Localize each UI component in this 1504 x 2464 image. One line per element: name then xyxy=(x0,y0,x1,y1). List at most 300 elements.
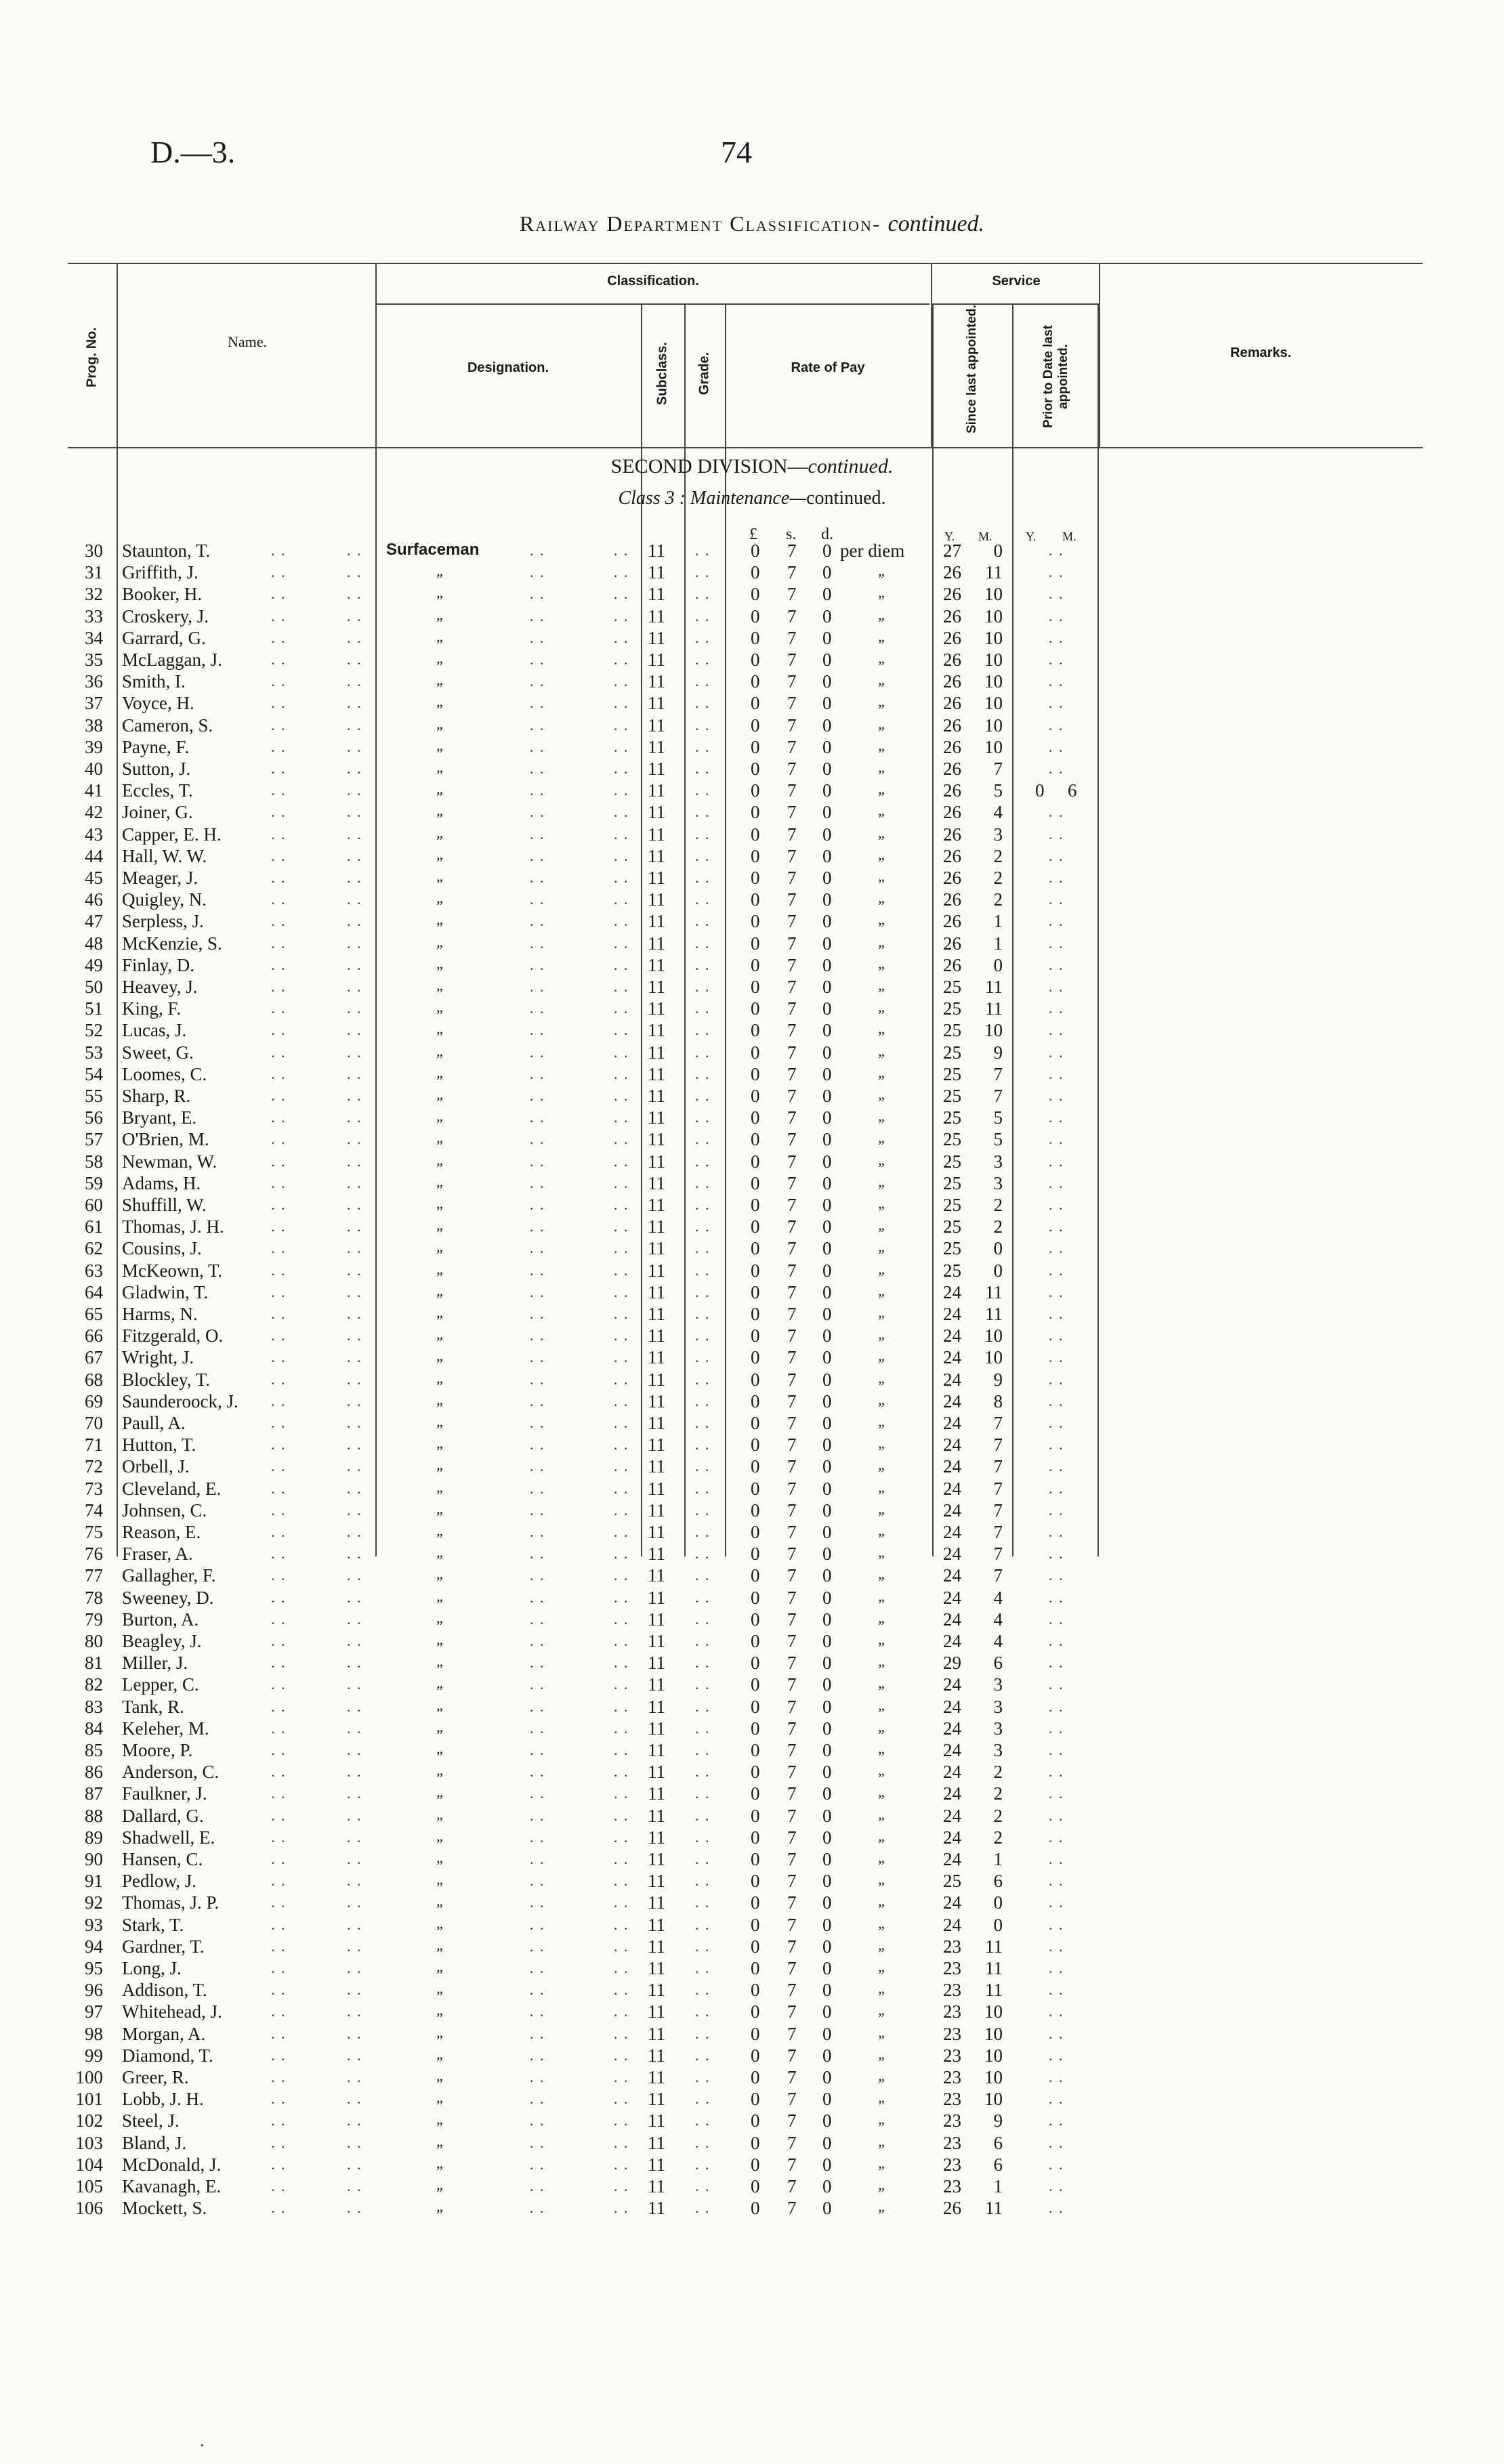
row-number: 69 xyxy=(85,1391,103,1411)
row-designation-ditto: „ xyxy=(436,824,445,841)
row-number: 81 xyxy=(85,1653,103,1673)
row-service-months: 9 xyxy=(993,2110,1003,2131)
row-designation-ditto: „ xyxy=(436,1129,445,1146)
row-service-months: 7 xyxy=(993,1500,1003,1521)
row-dots: . . xyxy=(695,629,711,646)
row-dots: . . xyxy=(347,1894,362,1911)
row-designation-ditto: „ xyxy=(436,1522,445,1539)
row-dots: . . xyxy=(614,1153,629,1170)
row-pay-pounds: 0 xyxy=(751,1565,760,1586)
row-service-years: 26 xyxy=(943,759,961,779)
row-service-months: 10 xyxy=(984,671,1003,692)
row-pay-pounds: 0 xyxy=(751,1827,760,1848)
class-label: Class 3 : xyxy=(618,488,686,509)
row-pay-shillings: 7 xyxy=(787,1042,797,1063)
row-service-months: 11 xyxy=(985,977,1003,997)
row-service-months: 11 xyxy=(985,1980,1003,2000)
row-dots: . . xyxy=(695,738,711,755)
row-designation-ditto: „ xyxy=(436,1783,445,1800)
row-dots: . . xyxy=(530,1218,545,1235)
row-dots: . . xyxy=(695,1829,711,1846)
row-dots: . . xyxy=(1049,2025,1064,2042)
row-pay-pounds: 0 xyxy=(751,1718,760,1739)
row-dots: . . xyxy=(695,1065,711,1082)
row-number: 93 xyxy=(85,1915,103,1935)
row-dots: . . xyxy=(530,1021,545,1038)
row-number: 34 xyxy=(85,628,103,648)
row-number: 61 xyxy=(85,1216,103,1237)
row-subclass: 11 xyxy=(648,1195,665,1215)
row-service-years: 26 xyxy=(943,2198,961,2218)
row-dots: . . xyxy=(530,1938,545,1955)
row-service-months: 6 xyxy=(993,1653,1003,1673)
row-name: Finlay, D. xyxy=(122,955,194,975)
row-dots: . . xyxy=(1049,1371,1064,1388)
row-rate-ditto: „ xyxy=(878,1435,887,1451)
row-rate-ditto: „ xyxy=(878,933,887,950)
row-dots: . . xyxy=(695,1436,711,1453)
row-service-years: 24 xyxy=(943,1915,961,1935)
row-dots: . . xyxy=(271,1130,287,1147)
row-dots: . . xyxy=(1049,629,1064,646)
row-number: 106 xyxy=(75,2198,103,2218)
row-pay-pounds: 0 xyxy=(751,1435,760,1455)
row-pay-shillings: 7 xyxy=(787,1435,797,1455)
unit-prior-months: M. xyxy=(1062,530,1077,543)
row-name: Wright, J. xyxy=(122,1347,194,1367)
row-dots: . . xyxy=(271,1676,287,1693)
row-pay-pence: 0 xyxy=(822,1042,832,1063)
row-dots: . . xyxy=(347,1611,362,1628)
division-name: SECOND DIVISION— xyxy=(610,455,808,477)
row-number: 46 xyxy=(85,889,103,910)
row-designation-ditto: „ xyxy=(436,1740,445,1757)
row-service-years: 26 xyxy=(943,715,961,736)
row-service-months: 10 xyxy=(984,2001,1003,2022)
row-number: 101 xyxy=(75,2089,103,2109)
row-number: 53 xyxy=(85,1042,103,1063)
row-pay-pounds: 0 xyxy=(751,1369,760,1390)
row-dots: . . xyxy=(347,1348,362,1365)
row-pay-shillings: 7 xyxy=(787,1718,797,1739)
row-dots: . . xyxy=(1049,2047,1064,2064)
row-subclass: 11 xyxy=(648,2110,665,2131)
row-pay-shillings: 7 xyxy=(787,1849,797,1869)
row-service-months: 11 xyxy=(985,2198,1003,2218)
row-pay-pounds: 0 xyxy=(751,1544,760,1564)
row-dots: . . xyxy=(347,2025,362,2042)
row-dots: . . xyxy=(530,935,545,952)
row-pay-pounds: 0 xyxy=(751,2176,760,2196)
row-dots: . . xyxy=(695,1785,711,1802)
row-dots: . . xyxy=(530,1239,545,1256)
row-dots: . . xyxy=(271,1458,287,1474)
row-dots: . . xyxy=(271,1371,287,1388)
row-subclass: 11 xyxy=(648,562,665,582)
row-dots: . . xyxy=(347,1109,362,1126)
row-pay-pounds: 0 xyxy=(751,998,760,1019)
row-name: Dallard, G. xyxy=(122,1806,204,1826)
row-dots: . . xyxy=(530,651,545,668)
title-main: Railway Department Classification xyxy=(519,211,873,236)
row-pay-pence: 0 xyxy=(822,1435,832,1455)
row-subclass: 11 xyxy=(648,584,665,604)
row-service-months: 10 xyxy=(984,2045,1003,2066)
row-service-months: 10 xyxy=(984,606,1003,626)
row-rate-ditto: „ xyxy=(878,1238,887,1255)
row-dots: . . xyxy=(271,2068,287,2085)
row-designation-ditto: „ xyxy=(436,1915,445,1932)
row-dots: . . xyxy=(614,1196,629,1213)
row-pay-pounds: 0 xyxy=(751,1522,760,1542)
row-pay-shillings: 7 xyxy=(787,1783,797,1804)
row-service-months: 1 xyxy=(993,1849,1003,1869)
row-dots: . . xyxy=(347,1196,362,1213)
row-subclass: 11 xyxy=(648,955,665,975)
row-service-months: 7 xyxy=(993,1086,1003,1106)
row-service-years: 26 xyxy=(943,846,961,866)
row-dots: . . xyxy=(530,1065,545,1082)
row-dots: . . xyxy=(614,1000,629,1017)
row-number: 62 xyxy=(85,1238,103,1258)
row-dots: . . xyxy=(614,2112,629,2129)
row-designation-ditto: „ xyxy=(436,977,445,994)
row-rate-ditto: „ xyxy=(878,955,887,972)
row-subclass: 11 xyxy=(648,1479,665,1499)
row-designation-ditto: „ xyxy=(436,1391,445,1408)
row-pay-shillings: 7 xyxy=(787,1565,797,1586)
row-rate-ditto: „ xyxy=(878,2133,887,2150)
row-service-months: 3 xyxy=(993,1697,1003,1717)
row-dots: . . xyxy=(1049,1763,1064,1780)
row-dots: . . xyxy=(530,1981,545,1998)
row-rate-ditto: „ xyxy=(878,1304,887,1321)
row-rate-ditto: „ xyxy=(878,1391,887,1408)
row-designation-ditto: „ xyxy=(436,1238,445,1255)
row-dots: . . xyxy=(614,1044,629,1061)
row-number: 89 xyxy=(85,1827,103,1848)
row-dots: . . xyxy=(614,2178,629,2194)
row-service-months: 7 xyxy=(993,1479,1003,1499)
row-dots: . . xyxy=(614,803,629,820)
row-dots: . . xyxy=(1049,826,1064,843)
row-dots: . . xyxy=(271,717,287,734)
row-pay-pounds: 0 xyxy=(751,584,760,604)
row-name: Saunderoock, J. xyxy=(122,1391,238,1411)
row-name: Cousins, J. xyxy=(122,1238,202,1258)
row-dots: . . xyxy=(271,585,287,602)
row-subclass: 11 xyxy=(648,1958,665,1978)
row-service-years: 24 xyxy=(943,1479,961,1499)
row-pay-shillings: 7 xyxy=(787,1631,797,1651)
row-name: Burton, A. xyxy=(122,1609,199,1630)
row-subclass: 11 xyxy=(648,1304,665,1324)
row-pay-pounds: 0 xyxy=(751,1697,760,1717)
row-pay-pence: 0 xyxy=(822,1740,832,1760)
row-name: Greer, R. xyxy=(122,2067,189,2087)
row-dots: . . xyxy=(1049,1720,1064,1737)
row-subclass: 11 xyxy=(648,1915,665,1935)
row-subclass: 11 xyxy=(648,780,665,801)
row-rate-ditto: „ xyxy=(878,650,887,666)
row-service-years: 24 xyxy=(943,1697,961,1717)
row-name: Heavey, J. xyxy=(122,977,198,997)
row-dots: . . xyxy=(695,869,711,886)
row-pay-shillings: 7 xyxy=(787,1892,797,1913)
row-pay-shillings: 7 xyxy=(787,2110,797,2131)
row-designation-ditto: „ xyxy=(436,584,445,601)
row-service-years: 26 xyxy=(943,868,961,888)
row-service-months: 11 xyxy=(985,1282,1003,1302)
row-service-years: 25 xyxy=(943,1195,961,1215)
row-dots: . . xyxy=(347,2178,362,2194)
row-dots: . . xyxy=(271,1087,287,1104)
row-dots: . . xyxy=(614,1632,629,1649)
row-name: Sweet, G. xyxy=(122,1042,194,1063)
row-designation-ditto: „ xyxy=(436,1544,445,1560)
row-subclass: 11 xyxy=(648,1522,665,1542)
row-dots: . . xyxy=(347,1458,362,1474)
row-dots: . . xyxy=(271,1785,287,1802)
row-dots: . . xyxy=(614,2003,629,2020)
row-dots: . . xyxy=(271,1218,287,1235)
row-dots: . . xyxy=(695,1938,711,1955)
row-dots: . . xyxy=(347,1632,362,1649)
row-pay-pounds: 0 xyxy=(751,1391,760,1411)
row-service-years: 25 xyxy=(943,1042,961,1063)
row-rate-ditto: „ xyxy=(878,2067,887,2084)
row-designation-ditto: „ xyxy=(436,1609,445,1626)
row-name: Sutton, J. xyxy=(122,759,191,779)
col-prog-no: Prog. No. xyxy=(84,327,100,387)
row-dots: . . xyxy=(530,1196,545,1213)
row-dots: . . xyxy=(695,2090,711,2107)
row-subclass: 11 xyxy=(648,1936,665,1957)
row-dots: . . xyxy=(530,1654,545,1671)
row-name: Bland, J. xyxy=(122,2133,187,2153)
row-dots: . . xyxy=(1049,1239,1064,1256)
row-service-months: 2 xyxy=(993,1827,1003,1848)
row-rate-ditto: „ xyxy=(878,977,887,994)
row-pay-pence: 0 xyxy=(822,1565,832,1586)
row-pay-pence: 0 xyxy=(822,1282,832,1302)
row-dots: . . xyxy=(347,782,362,799)
row-dots: . . xyxy=(530,1567,545,1584)
row-rate-ditto: „ xyxy=(878,2110,887,2127)
row-pay-shillings: 7 xyxy=(787,1915,797,1935)
row-dots: . . xyxy=(347,2199,362,2216)
row-service-years: 24 xyxy=(943,1456,961,1477)
row-dots: . . xyxy=(1049,1174,1064,1191)
row-dots: . . xyxy=(1049,891,1064,908)
row-pay-pence: 0 xyxy=(822,1020,832,1040)
row-dots: . . xyxy=(695,608,711,624)
row-dots: . . xyxy=(614,2068,629,2085)
row-number: 51 xyxy=(85,998,103,1019)
row-pay-shillings: 7 xyxy=(787,1544,797,1564)
row-service-months: 7 xyxy=(993,1435,1003,1455)
row-dots: . . xyxy=(347,694,362,711)
row-pay-shillings: 7 xyxy=(787,780,797,801)
row-rate-ditto: „ xyxy=(878,1369,887,1386)
row-service-months: 5 xyxy=(993,1107,1003,1128)
row-service-years: 24 xyxy=(943,1413,961,1433)
row-dots: . . xyxy=(695,694,711,711)
row-service-months: 7 xyxy=(993,759,1003,779)
row-dots: . . xyxy=(614,564,629,580)
row-rate-ditto: „ xyxy=(878,1347,887,1364)
row-dots: . . xyxy=(347,1153,362,1170)
row-designation-ditto: „ xyxy=(436,846,445,863)
row-pay-pounds: 0 xyxy=(751,737,760,757)
row-subclass: 11 xyxy=(648,1827,665,1848)
row-service-months: 11 xyxy=(985,1936,1003,1957)
row-pay-pence: 0 xyxy=(822,1783,832,1804)
row-dots: . . xyxy=(347,2003,362,2020)
row-dots: . . xyxy=(530,1458,545,1474)
row-dots: . . xyxy=(271,1065,287,1082)
row-pay-pence: 0 xyxy=(822,759,832,779)
row-dots: . . xyxy=(695,1130,711,1147)
row-subclass: 11 xyxy=(648,1653,665,1673)
row-name: Faulkner, J. xyxy=(122,1783,207,1804)
row-dots: . . xyxy=(1049,717,1064,734)
row-designation-ditto: „ xyxy=(436,2110,445,2127)
row-name: Tank, R. xyxy=(122,1697,184,1717)
row-name: Garrard, G. xyxy=(122,628,206,648)
row-subclass: 11 xyxy=(648,1042,665,1063)
row-dots: . . xyxy=(614,1611,629,1628)
row-name: Stark, T. xyxy=(122,1915,184,1935)
row-dots: . . xyxy=(614,1981,629,1998)
row-dots: . . xyxy=(695,1174,711,1191)
row-dots: . . xyxy=(695,1523,711,1540)
row-pay-shillings: 7 xyxy=(787,1936,797,1957)
row-subclass: 11 xyxy=(648,933,665,954)
row-dots: . . xyxy=(271,2112,287,2129)
row-rate-ditto: „ xyxy=(878,1042,887,1059)
row-pay-pence: 0 xyxy=(822,1086,832,1106)
row-dots: . . xyxy=(1049,2134,1064,2151)
row-designation-ditto: „ xyxy=(436,715,445,732)
row-pay-pounds: 0 xyxy=(751,1325,760,1346)
row-rate-ditto: „ xyxy=(878,824,887,841)
row-designation-ditto: „ xyxy=(436,1195,445,1212)
row-number: 87 xyxy=(85,1783,103,1804)
row-service-years: 26 xyxy=(943,584,961,604)
row-subclass: 11 xyxy=(648,1806,665,1826)
row-dots: . . xyxy=(271,1698,287,1715)
row-pay-pounds: 0 xyxy=(751,1892,760,1913)
row-service-years: 26 xyxy=(943,737,961,757)
row-pay-shillings: 7 xyxy=(787,1216,797,1237)
row-pay-pence: 0 xyxy=(822,955,832,975)
row-rate-ditto: „ xyxy=(878,1413,887,1430)
row-designation-ditto: „ xyxy=(436,671,445,688)
row-subclass: 11 xyxy=(648,889,665,910)
row-pay-shillings: 7 xyxy=(787,540,797,561)
row-service-years: 26 xyxy=(943,802,961,822)
row-number: 73 xyxy=(85,1479,103,1499)
row-subclass: 11 xyxy=(648,2024,665,2044)
row-subclass: 11 xyxy=(648,1456,665,1477)
row-dots: . . xyxy=(1049,1480,1064,1497)
row-pay-shillings: 7 xyxy=(787,2133,797,2153)
row-service-years: 24 xyxy=(943,1435,961,1455)
row-service-years: 26 xyxy=(943,606,961,626)
row-dots: . . xyxy=(1049,1589,1064,1606)
row-service-years: 24 xyxy=(943,1369,961,1390)
row-name: Booker, H. xyxy=(122,584,203,604)
row-dots: . . xyxy=(1049,1981,1064,1998)
row-name: McKeown, T. xyxy=(122,1260,223,1281)
row-pay-pence: 0 xyxy=(822,1915,832,1935)
row-dots: . . xyxy=(347,542,362,559)
row-pay-pounds: 0 xyxy=(751,911,760,931)
row-pay-pence: 0 xyxy=(822,1260,832,1281)
row-name: Gardner, T. xyxy=(122,1936,205,1957)
row-rate-ditto: „ xyxy=(878,1892,887,1909)
row-pay-shillings: 7 xyxy=(787,977,797,997)
row-dots: . . xyxy=(614,1959,629,1976)
row-pay-pence: 0 xyxy=(822,1674,832,1695)
row-service-years: 24 xyxy=(943,1609,961,1630)
row-pay-pounds: 0 xyxy=(751,780,760,801)
row-pay-pounds: 0 xyxy=(751,1413,760,1433)
row-pay-shillings: 7 xyxy=(787,1697,797,1717)
row-name: Thomas, J. H. xyxy=(122,1216,224,1237)
row-service-years: 26 xyxy=(943,933,961,954)
row-pay-pounds: 0 xyxy=(751,1260,760,1281)
row-pay-pounds: 0 xyxy=(751,1806,760,1826)
row-dots: . . xyxy=(614,1850,629,1867)
row-service-years: 23 xyxy=(943,1936,961,1957)
row-pay-shillings: 7 xyxy=(787,1958,797,1978)
row-pay-shillings: 7 xyxy=(787,1129,797,1149)
row-pay-pounds: 0 xyxy=(751,693,760,713)
row-subclass: 11 xyxy=(648,2089,665,2109)
row-subclass: 11 xyxy=(648,737,665,757)
row-name: Johnsen, C. xyxy=(122,1500,207,1521)
row-pay-pence: 0 xyxy=(822,2089,832,2109)
row-subclass: 11 xyxy=(648,1216,665,1237)
row-pay-pounds: 0 xyxy=(751,1347,760,1367)
row-dots: . . xyxy=(530,1545,545,1562)
row-subclass: 11 xyxy=(648,1500,665,1521)
row-service-months: 9 xyxy=(993,1369,1003,1390)
row-service-months: 10 xyxy=(984,628,1003,648)
row-service-months: 0 xyxy=(993,1915,1003,1935)
row-pay-shillings: 7 xyxy=(787,1827,797,1848)
row-rate-ditto: „ xyxy=(878,868,887,885)
row-number: 74 xyxy=(85,1500,103,1521)
row-dots: . . xyxy=(347,935,362,952)
row-designation-ditto: „ xyxy=(436,1980,445,1997)
row-pay-shillings: 7 xyxy=(787,650,797,670)
row-dots: . . xyxy=(1049,869,1064,886)
row-dots: . . xyxy=(271,1567,287,1584)
row-number: 52 xyxy=(85,1020,103,1040)
row-name: Bryant, E. xyxy=(122,1107,197,1128)
row-name: Fitzgerald, O. xyxy=(122,1325,224,1346)
row-pay-pounds: 0 xyxy=(751,1107,760,1128)
row-service-years: 24 xyxy=(943,1631,961,1651)
row-pay-pence: 0 xyxy=(822,1107,832,1128)
row-service-years: 25 xyxy=(943,1151,961,1172)
row-service-months: 2 xyxy=(993,1783,1003,1804)
row-dots: . . xyxy=(1049,1393,1064,1409)
row-service-months: 7 xyxy=(993,1565,1003,1586)
